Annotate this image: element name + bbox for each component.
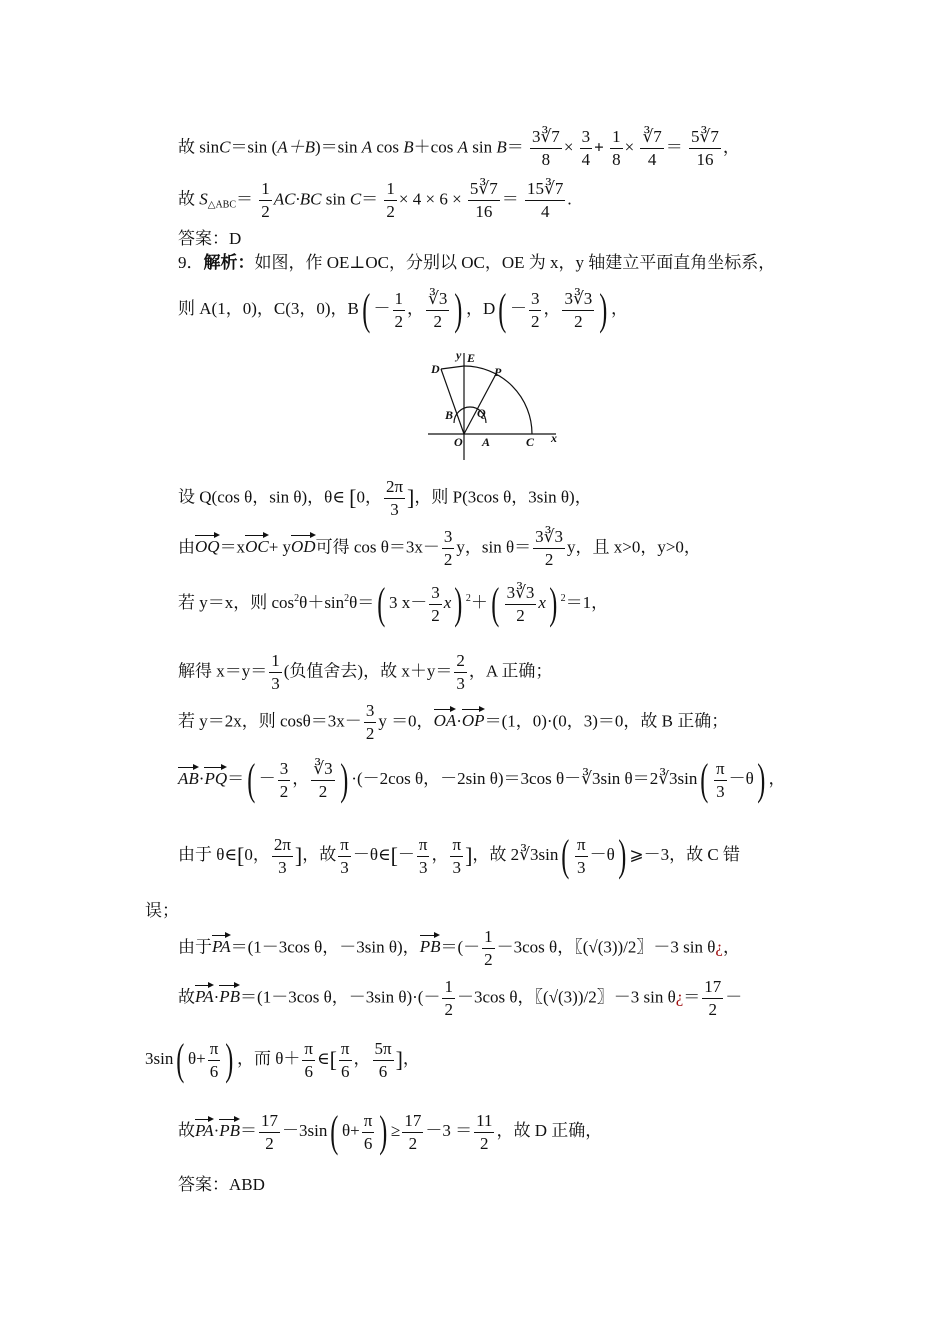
label-O: O [454,435,463,449]
line-dot-product: 故PA·PB＝(1－3cos θ，－3sin θ)·(－ $\frac{1}{2}$ －3cos θ，〖(√(3))/2〗－3 sin θ¿＝ $\frac{17}{2}$ － [178,977,743,1019]
line-PA-PB: 由于PA＝(1－3cos θ，－3sin θ)，PB＝(－ $\frac{1}{2}$ －3cos θ，〖(√(3))/2〗－3 sin θ¿， [178,927,740,969]
fraction: $\frac{∛7}{4}$ [642,127,662,169]
label-A: A [482,435,491,449]
line-wrap: 误； [145,901,179,920]
segment-OP [464,374,496,434]
segment-OD [441,369,464,434]
fraction: $\frac{5∛7}{16}$ [469,179,498,221]
line-solve: 解得 x＝y＝ $\frac{1}{3}$ (负值舍去)，故 x＋y＝ $\frac{2}{3}$ ，A 正确； [178,651,553,693]
line-points: 则 A(1，0)，C(3，0)，B( － $\frac{1}{2}$ ， $\frac{∛3}{2}$ ) ，D( － $\frac{3}{2}$ ， $\frac{3∛3}{2}$ ) ， [178,285,628,334]
line-setQ: 设 Q(cos θ，sin θ)，θ∈ [0， $\frac{2\pi}{3}$ ]，则 P(3cos θ，3sin θ)， [178,477,592,519]
line-vectors: 由OQ＝xOC+ yOD可得 cos θ＝3x－ $\frac{3}{2}$ y，sin θ＝ $\frac{3∛3}{2}$ y，且 x>0，y>0， [178,527,701,569]
answer-2: 答案：ABD [178,1175,265,1194]
line-y-eq-x: 若 y＝x，则 $\cos^2\theta+\sin^2\theta=$( 3 x－ $\frac{3}{2}$ x) $^2$＋( $\frac{3∛3}{2}$ x) $^2$＝1， [178,579,609,628]
segment-DE [441,366,464,369]
line-area: 故 $S_{\triangle ABC}=$ $\frac{1}{2}$ AC·BC sin C＝ $\frac{1}{2}$ × 4 × 6 × $\frac{5∛7}{16}$ ＝ $\frac{15∛7}{4}$ . [178,179,572,221]
answer-1: 答案：D [178,229,242,248]
line-conclusion: 故PA·PB＝ $\frac{17}{2}$ －3sin( θ+ $\frac{\pi}{6}$ ) ≥ $\frac{17}{2}$ －3 ＝ $\frac{11}{2}$ ，故 D 正确， [178,1107,603,1156]
fraction: $\frac{1}{2}$ [386,179,395,221]
label-Q: Q [477,406,486,420]
fraction: $\frac{3}{4}$ [581,127,591,169]
line-9-header: 9．解析：如图，作 OE⊥OC，分别以 OC，OE 为 x，y 轴建立平面直角坐标系， [178,253,776,272]
label-C: C [526,435,535,449]
fraction: $\frac{15∛7}{4}$ [527,179,564,221]
label-P: P [494,365,502,379]
coordinate-figure [420,345,570,465]
line-AB-PQ: AB·PQ＝( － $\frac{3}{2}$ ， $\frac{∛3}{2}$ ) ·(－2cos θ，－2sin θ)＝3cos θ－∛3sin θ＝2∛3sin( $\frac{\pi}{3}$ －θ) ， [178,755,786,804]
line-y-eq-2x: 若 y＝2x，则 cosθ＝3x－ $\frac{3}{2}$ y ＝0，OA·OP＝(1，0)·(0，3)＝0，故 B 正确； [178,701,729,743]
fraction: $\frac{1}{2}$ [261,179,270,221]
fraction: $\frac{3∛7}{8}$ [531,127,560,169]
label-D: D [431,362,440,376]
fraction: $\frac{5∛7}{16}$ [691,127,719,169]
label-E: E [467,351,476,365]
line-range: 由于 θ∈[0， $\frac{2\pi}{3}$ ]，故 $\frac{\pi}{3}$ －θ∈[－ $\frac{\pi}{3}$ ， $\frac{\pi}{3}$ ]，故 2∛3sin( $\frac{\pi}{3}$ －θ) ⩾－3，故 C 错 [178,831,740,880]
label-y: y [456,348,462,362]
line-theta-range: 3sin( θ+ $\frac{\pi}{6}$ ) ，而 θ＋ $\frac{\pi}{6}$ ∈[ $\frac{\pi}{6}$ ， $\frac{5\pi}{6}$ ]， [145,1035,420,1084]
fraction: $\frac{1}{8}$ [612,127,621,169]
label-B: B [445,408,454,422]
line-sinC: 故 sinC＝sin (A＋B)＝sin A cos B＋cos A sin B＝ $\frac{3∛7}{8}$ × $\frac{3}{4}$ + $\frac{1}{8}$ × $\frac{∛7}{4}$ ＝ $\frac{5∛7}{16}$ ， [178,127,740,169]
label-x: x [551,431,557,445]
